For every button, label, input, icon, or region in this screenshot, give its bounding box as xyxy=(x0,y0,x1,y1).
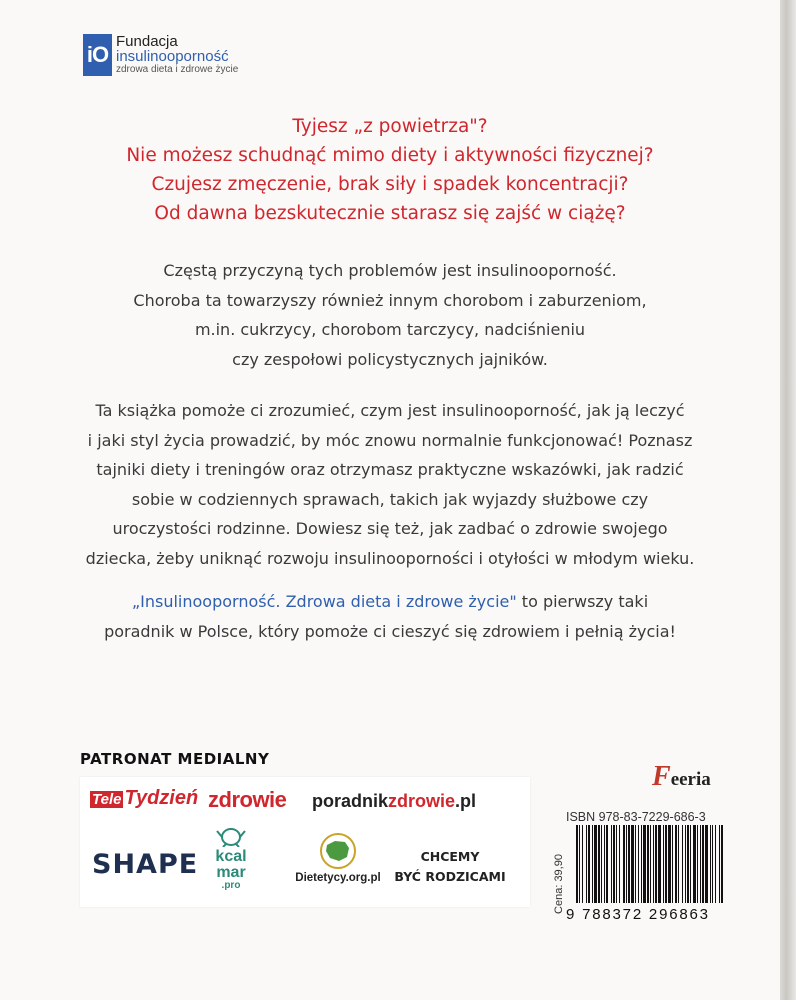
text-line: tajniki diety i treningów oraz otrzymasz praktyczne wskazówki, jak radzić xyxy=(96,460,684,480)
barcode-bar xyxy=(592,825,593,903)
pro-text: .pro xyxy=(221,880,241,891)
foundation-logo xyxy=(83,34,238,76)
isbn: ISBN 978-83-7229-686-3 xyxy=(566,810,706,824)
barcode-bar xyxy=(682,825,683,903)
barcode-bar xyxy=(719,825,720,903)
barcode-bar xyxy=(588,825,590,903)
barcode-bar xyxy=(658,825,661,903)
tydzien-part: Tydzień xyxy=(124,787,199,809)
barcode-bar xyxy=(712,825,713,903)
text-line: Ta książka pomoże ci zrozumieć, czym jest insulinooporność, jak ją leczyć xyxy=(95,401,685,420)
barcode-bar xyxy=(693,825,696,903)
barcode-number: 9 788372 296863 xyxy=(566,906,710,923)
barcode-bar xyxy=(582,825,583,903)
text-line xyxy=(0,587,780,617)
dietetycy-text: Dietetycy.org.pl xyxy=(295,872,381,884)
barcode-bar xyxy=(665,825,667,903)
teletydzien-logo xyxy=(90,787,198,810)
text-line: m.in. cukrzycy, chorobom tarczycy, nadciśnieniu xyxy=(194,320,586,340)
barcode-bar xyxy=(606,825,608,903)
poradnikzdrowie-logo xyxy=(312,791,476,812)
text-line: uroczystości rodzinne. Dowiesz się też, jak zadbać o zdrowie swojego xyxy=(112,519,668,539)
barcode-bar xyxy=(685,825,686,903)
zdrowie-logo: zdrowie xyxy=(208,787,287,812)
barcode-bar xyxy=(594,825,597,903)
barcode-bar xyxy=(616,825,617,903)
barcode-bar xyxy=(631,825,634,903)
barcode-bar xyxy=(653,825,654,903)
text-line: dziecka, żeby uniknąć rozwoju insulinooporności i otyłości w młodym wieku. xyxy=(85,548,695,568)
text-line: czy zespołowi policystycznych jajników. xyxy=(232,349,548,369)
publisher-initial: F xyxy=(652,761,671,792)
book-title-quote: „Insulinooporność. Zdrowa dieta i zdrowe życie" xyxy=(131,592,517,611)
barcode-bar xyxy=(668,825,671,903)
publisher-name: eeria xyxy=(670,769,711,790)
barcode-bar xyxy=(650,825,651,903)
text-fragment: to pierwszy taki xyxy=(516,592,649,611)
text-line: sobie w codziennych sprawach, takich jak wyjazdy służbowe czy xyxy=(131,489,649,509)
logo-line-1: Fundacja xyxy=(116,33,178,50)
barcode-bar xyxy=(675,825,677,903)
question-line: Nie możesz schudnąć mimo diety i aktywności fizycznej? xyxy=(126,145,654,166)
barcode-bar xyxy=(611,825,612,903)
logo-text xyxy=(116,34,238,75)
barcode-bar xyxy=(626,825,627,903)
barcode-bar xyxy=(579,825,580,903)
logo-line-3: zdrowa dieta i zdrowe życie xyxy=(116,64,239,75)
barcode-bar xyxy=(705,825,708,903)
price: Cena: 39,90 xyxy=(553,854,565,914)
barcode-bar xyxy=(678,825,679,903)
barcode-bar xyxy=(601,825,602,903)
barcode-bar xyxy=(623,825,625,903)
question-line: Czujesz zmęczenie, brak siły i spadek koncentracji? xyxy=(151,174,629,195)
logo-mark: iO xyxy=(83,34,112,76)
barcode-bar xyxy=(697,825,698,903)
barcode-bar xyxy=(710,825,711,903)
barcode-bar xyxy=(663,825,664,903)
media-patronage-title: PATRONAT MEDIALNY xyxy=(80,750,270,768)
text-line: poradnik w Polsce, który pomoże ci cieszyć się zdrowiem i pełnią życia! xyxy=(104,621,676,641)
barcode-bar xyxy=(598,825,600,903)
text-line: Choroba ta towarzyszy również innym chorobom i zaburzeniom, xyxy=(133,290,647,310)
shape-logo: SHAPE xyxy=(92,849,199,880)
chcemy-line-1: CHCEMY xyxy=(420,849,480,864)
barcode-bar xyxy=(655,825,657,903)
barcode-bar xyxy=(647,825,649,903)
mar-text: mar xyxy=(216,864,246,881)
dietetycy-logo xyxy=(290,833,386,884)
barcode-bar xyxy=(641,825,642,903)
barcode-bar xyxy=(672,825,673,903)
page-edge xyxy=(780,0,796,1000)
headline-questions xyxy=(0,112,780,228)
paragraph-causes xyxy=(0,256,780,374)
kcal-text: kcal xyxy=(215,848,247,865)
barcode-bar xyxy=(721,825,723,903)
barcode-bar xyxy=(619,825,620,903)
zdrowie-part: zdrowie xyxy=(388,791,456,811)
paragraph-book-description xyxy=(0,396,780,574)
barcode-bar xyxy=(604,825,605,903)
publisher-logo xyxy=(652,763,711,791)
poradnik-part: poradnik xyxy=(312,791,389,811)
kcalmar-logo xyxy=(205,827,257,891)
pl-part: .pl xyxy=(455,791,477,811)
text-line: i jaki styl życia prowadzić, by móc znowu normalnie funkcjonować! Poznasz xyxy=(87,430,693,450)
barcode-bar xyxy=(700,825,701,903)
question-line: Od dawna bezskutecznie starasz się zajść w ciążę? xyxy=(154,203,626,224)
barcode-bar xyxy=(643,825,646,903)
question-line: Tyjesz „z powietrza"? xyxy=(292,116,488,137)
paragraph-summary xyxy=(0,587,780,646)
tele-part: Tele xyxy=(92,791,122,808)
barcode-bar xyxy=(576,825,578,903)
barcode-bar xyxy=(638,825,639,903)
barcode-bar xyxy=(613,825,615,903)
kcalmar-icon xyxy=(216,827,246,847)
chcemy-line-2: BYĆ RODZICAMI xyxy=(394,869,506,884)
media-partners-panel xyxy=(80,777,530,907)
barcode-bar xyxy=(586,825,587,903)
barcode-bar xyxy=(702,825,704,903)
barcode-bar xyxy=(628,825,630,903)
logo-line-2: insulinooporność xyxy=(116,48,229,65)
barcode xyxy=(574,825,724,903)
barcode-bar xyxy=(687,825,689,903)
barcode-bar xyxy=(690,825,691,903)
text-line: Częstą przyczyną tych problemów jest insulinooporność. xyxy=(163,261,617,280)
barcode-bar xyxy=(635,825,636,903)
poland-map-icon xyxy=(317,833,359,869)
chcemy-byc-rodzicami-logo xyxy=(390,847,510,887)
barcode-bar xyxy=(715,825,716,903)
